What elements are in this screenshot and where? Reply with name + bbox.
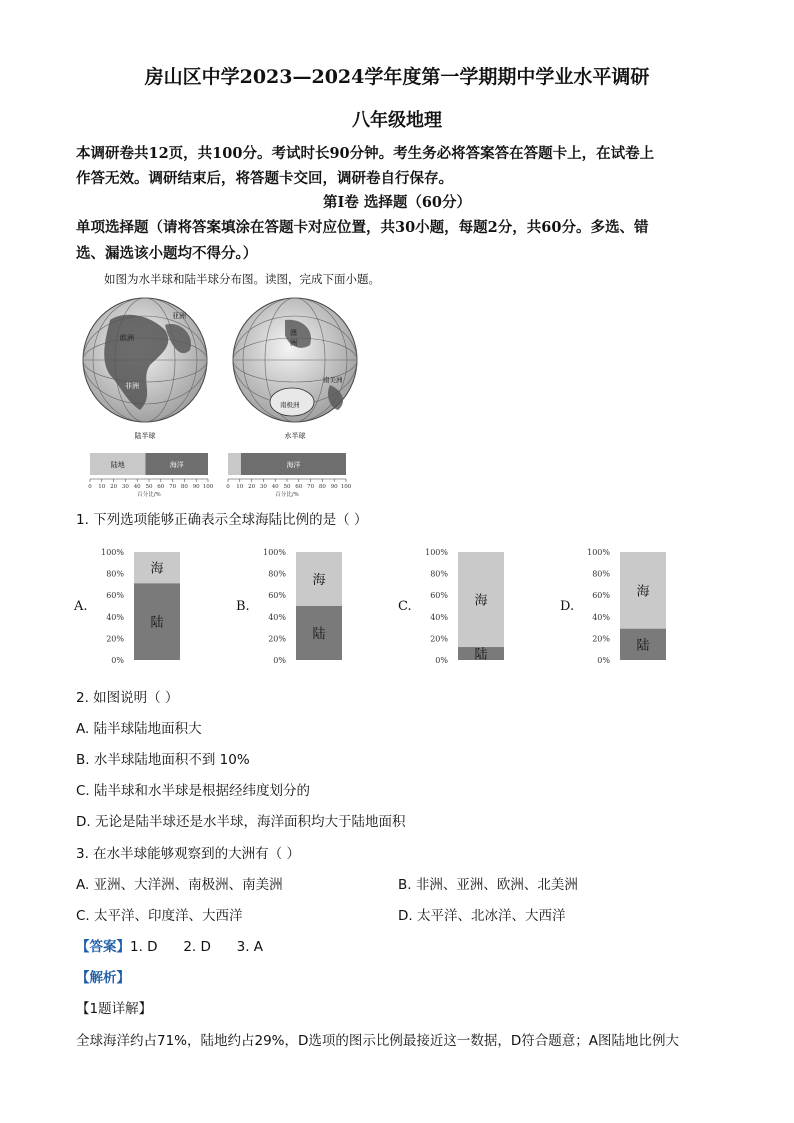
q1-tick-label: 20% [268, 634, 286, 644]
left-globe-label: 陆半球 [134, 432, 156, 440]
land-hemisphere-ocean-text: 海洋 [169, 461, 184, 469]
water-hemisphere-globe [233, 298, 357, 422]
water-hemisphere-tick-label: 50 [283, 484, 291, 490]
land-hemisphere-tick-label: 10 [98, 484, 106, 490]
q1-tick-label: 20% [430, 634, 448, 644]
q1-land-text: 陆 [312, 627, 326, 642]
q1-tick-label: 60% [106, 591, 124, 601]
intro-line-1: 本调研卷共12页，共100分。考试时长90分钟。考生务必将答案答在答题卡上，在试卷上 [76, 145, 655, 162]
water-hemisphere-land-bar [228, 453, 241, 475]
q1-land-text: 陆 [150, 615, 164, 631]
q1-tick-label: 0% [435, 656, 448, 665]
water-hemisphere-tick-label: 100 [340, 484, 352, 490]
q1-option-letter: A. [74, 599, 88, 614]
q2-stem: 2. 如图说明（ ） [76, 690, 179, 706]
land-hemisphere-land-text: 陆地 [110, 461, 125, 469]
q1-tick-label: 80% [268, 569, 286, 579]
q1-tick-label: 40% [268, 612, 286, 622]
q1-sea-text: 海 [150, 561, 164, 577]
q1-option-letter: B. [236, 599, 250, 614]
water-hemisphere-tick-label: 10 [236, 484, 244, 490]
q1-sea-text: 海 [312, 573, 326, 588]
q1-tick-label: 40% [430, 612, 448, 622]
q1-tick-label: 100% [425, 548, 448, 557]
q3-stem: 3. 在水半球能够观察到的大洲有（ ） [76, 846, 300, 862]
q1-sea-text: 海 [636, 584, 650, 600]
land-hemisphere-tick-label: 70 [169, 484, 177, 490]
q3-option-a: A. 亚洲、大洋洲、南极洲、南美洲 [76, 877, 283, 893]
q2-option-b: B. 水半球陆地面积不到 10% [76, 752, 250, 768]
q1-tick-label: 20% [592, 634, 610, 644]
section-instr-2: 选、漏选该小题均不得分。） [76, 245, 258, 262]
globe-right-label-0: 澳 [290, 329, 297, 337]
q1-stem: 1. 下列选项能够正确表示全球海陆比例的是（ ） [76, 512, 368, 528]
land-hemisphere-tick-label: 50 [145, 484, 153, 490]
q1-tick-label: 100% [263, 548, 286, 557]
water-hemisphere-tick-label: 20 [248, 484, 256, 490]
right-globe-label: 水半球 [284, 432, 306, 440]
land-hemisphere-globe [83, 298, 207, 422]
q1-tick-label: 60% [430, 591, 448, 601]
page-title: 房山区中学2023—2024学年度第一学期期中学业水平调研 [144, 66, 650, 88]
answer-label: 【答案】 [76, 939, 130, 955]
water-hemisphere-ocean-text: 海洋 [286, 461, 301, 469]
analysis-text: 全球海洋约占71%，陆地约占29%，D选项的图示比例最接近这一数据，D符合题意；A图陆地比例大 [76, 1033, 680, 1049]
q3-option-d: D. 太平洋、北冰洋、大西洋 [398, 908, 566, 924]
page-subtitle: 八年级地理 [352, 110, 442, 131]
figure-caption: 如图为水半球和陆半球分布图。读图，完成下面小题。 [104, 272, 380, 286]
analysis-label: 【解析】 [76, 970, 130, 986]
q1-tick-label: 0% [597, 656, 610, 665]
globe-left-label-2: 非洲 [125, 382, 139, 390]
q1-tick-label: 60% [268, 591, 286, 601]
land-hemisphere-tick-label: 20 [110, 484, 118, 490]
globe-right-label-1: 洲 [290, 339, 297, 347]
q1-tick-label: 60% [592, 591, 610, 601]
analysis-sub: 【1题详解】 [76, 1001, 153, 1017]
q2-option-a: A. 陆半球陆地面积大 [76, 721, 202, 737]
globe-left-label-0: 亚洲 [172, 312, 186, 320]
globe-right-label-3: 南美洲 [323, 376, 343, 384]
water-hemisphere-tick-label: 80 [318, 484, 326, 490]
water-hemisphere-tick-label: 70 [307, 484, 315, 490]
q1-tick-label: 0% [273, 656, 286, 665]
water-hemisphere-axis-title: 百分比/% [275, 492, 299, 498]
q1-sea-text: 海 [474, 593, 488, 609]
land-hemisphere-tick-label: 80 [180, 484, 188, 490]
q1-tick-label: 40% [106, 612, 124, 622]
globe-right-label-2: 南极洲 [280, 401, 300, 409]
globe-left-label-1: 欧洲 [120, 334, 134, 342]
q1-tick-label: 20% [106, 634, 124, 644]
land-hemisphere-tick-label: 60 [157, 484, 165, 490]
q3-option-c: C. 太平洋、印度洋、大西洋 [76, 908, 243, 924]
section-title: 第Ⅰ卷 选择题（60分） [322, 194, 471, 211]
q1-tick-label: 40% [592, 612, 610, 622]
hemisphere-figure [80, 290, 380, 505]
land-hemisphere-tick-label: 90 [192, 484, 200, 490]
water-hemisphere-tick-label: 0 [226, 484, 230, 490]
water-hemisphere-tick-label: 30 [259, 484, 267, 490]
intro-line-2: 作答无效。调研结束后，将答题卡交回，调研卷自行保存。 [76, 170, 453, 187]
q1-tick-label: 100% [587, 548, 610, 557]
q1-tick-label: 0% [111, 656, 124, 665]
q1-tick-label: 80% [430, 569, 448, 579]
land-hemisphere-axis-title: 百分比/% [137, 492, 161, 498]
q1-tick-label: 80% [106, 569, 124, 579]
q1-land-text: 陆 [636, 638, 650, 654]
water-hemisphere-tick-label: 90 [330, 484, 338, 490]
q3-option-b: B. 非洲、亚洲、欧洲、北美洲 [398, 877, 578, 893]
q1-tick-label: 80% [592, 569, 610, 579]
q1-option-letter: C. [398, 599, 412, 614]
land-hemisphere-tick-label: 40 [133, 484, 141, 490]
answer-text: 1. D 2. D 3. A [130, 939, 264, 955]
q2-option-d: D. 无论是陆半球还是水半球，海洋面积均大于陆地面积 [76, 814, 406, 830]
q1-option-letter: D. [560, 599, 575, 614]
q1-options-charts [70, 540, 710, 670]
q2-option-c: C. 陆半球和水半球是根据经纬度划分的 [76, 783, 311, 799]
q1-land-text: 陆 [474, 647, 488, 663]
land-hemisphere-tick-label: 30 [121, 484, 129, 490]
section-instr-1: 单项选择题（请将答案填涂在答题卡对应位置，共30小题，每题2分，共60分。多选、错 [76, 219, 649, 236]
land-hemisphere-tick-label: 100 [202, 484, 214, 490]
water-hemisphere-tick-label: 40 [271, 484, 279, 490]
q1-tick-label: 100% [101, 548, 124, 557]
water-hemisphere-tick-label: 60 [295, 484, 303, 490]
land-hemisphere-tick-label: 0 [88, 484, 92, 490]
